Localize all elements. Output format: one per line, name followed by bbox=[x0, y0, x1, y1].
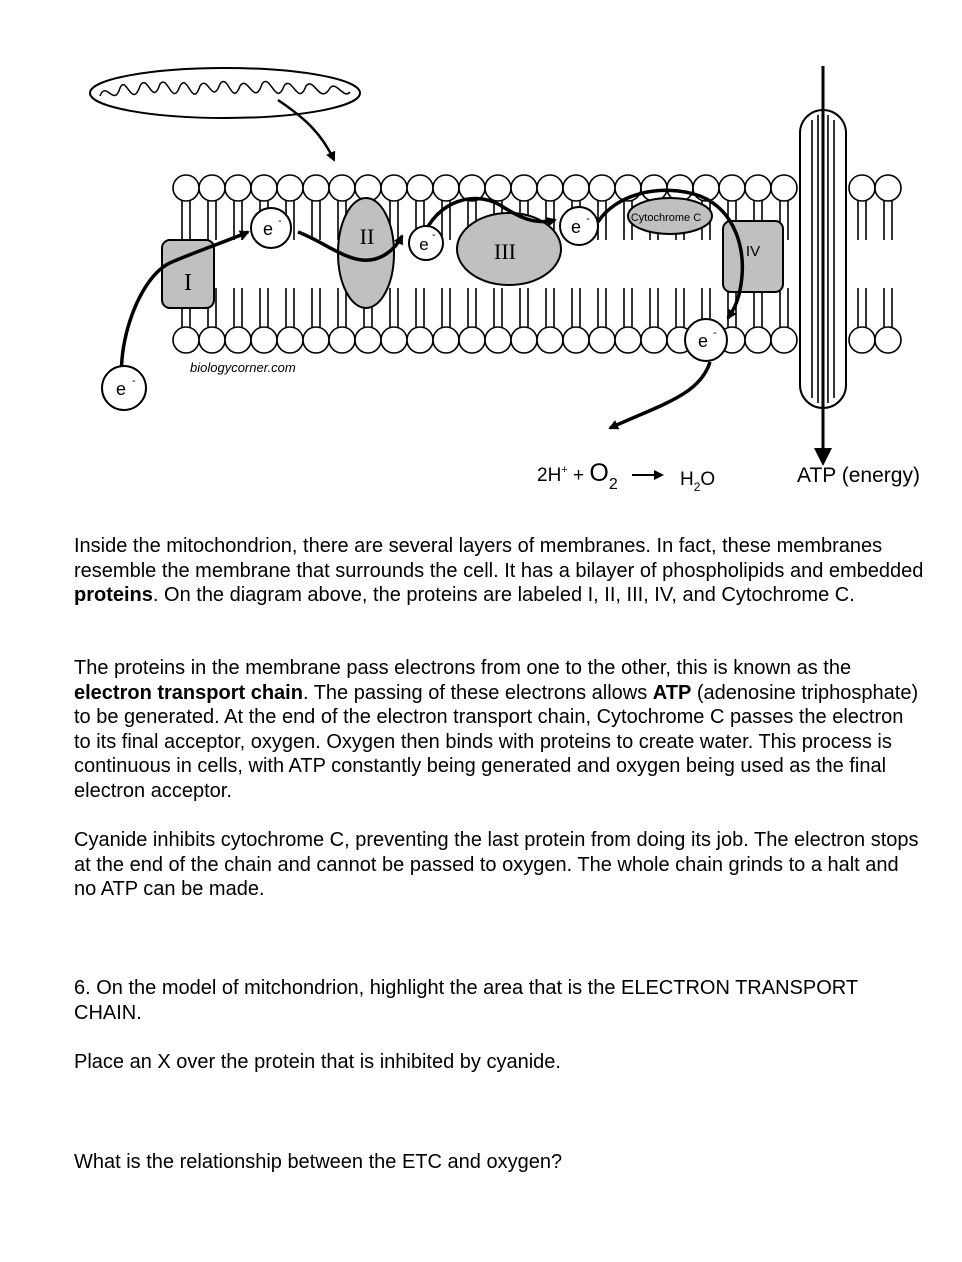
phospholipid-head bbox=[537, 327, 563, 353]
phospholipid-head bbox=[303, 175, 329, 201]
paragraph-etc: The proteins in the membrane pass electrons from one to the other, this is known as the electron transport chain. The passing of these electrons allows ATP (adenosine triphosphate) to be generated. At the end of the electron transport chain, Cytochrome C passes the electron to its final acceptor, oxygen. Oxygen then binds with proteins to create water. This process is continuous in cells, with ATP constantly being generated and oxygen being used as the final electron acceptor. bbox=[74, 657, 919, 802]
phospholipid-head bbox=[511, 175, 537, 201]
phospholipid-head bbox=[199, 327, 225, 353]
electron-icon bbox=[409, 226, 443, 260]
svg-text:-: - bbox=[432, 229, 436, 241]
svg-text:H2O: $H_2O$ bbox=[680, 469, 716, 494]
phospholipid-head bbox=[329, 327, 355, 353]
electron-icon bbox=[560, 207, 598, 245]
atp-label: ATP (energy) bbox=[797, 464, 920, 487]
phospholipid-head bbox=[329, 175, 355, 201]
phospholipid-head bbox=[277, 175, 303, 201]
phospholipid-head bbox=[381, 175, 407, 201]
phospholipid-head bbox=[251, 175, 277, 201]
phospholipid-head bbox=[277, 327, 303, 353]
phospholipid-head bbox=[433, 175, 459, 201]
phospholipid-head bbox=[225, 327, 251, 353]
phospholipid-head bbox=[355, 327, 381, 353]
phospholipid-head bbox=[719, 175, 745, 201]
svg-text:-: - bbox=[278, 215, 282, 227]
instruction-cyanide-x: Place an X over the protein that is inhibited by cyanide. bbox=[74, 1051, 561, 1073]
question-6: 6. On the model of mitchondrion, highlight the area that is the ELECTRON TRANSPORT CHAIN. bbox=[74, 977, 858, 1024]
electron-transport-chain-diagram bbox=[0, 0, 962, 520]
oxygen-water-equation bbox=[537, 459, 715, 494]
question-etc-oxygen: What is the relationship between the ETC and oxygen? bbox=[74, 1151, 563, 1173]
paragraph-membranes: Inside the mitochondrion, there are several layers of membranes. In fact, these membranes resemble the membrane that surrounds the cell. It has a bilayer of phospholipids and embedded proteins. On the diagram above, the proteins are labeled I, II, III, IV, and Cytochrome C. bbox=[74, 535, 924, 606]
phospholipid-head bbox=[641, 175, 667, 201]
phospholipid-head bbox=[511, 327, 537, 353]
phospholipid-head bbox=[849, 327, 875, 353]
phospholipid-head bbox=[771, 175, 797, 201]
svg-text:e: e bbox=[262, 219, 274, 239]
phospholipid-heads-bottom bbox=[173, 327, 901, 353]
svg-text:-: - bbox=[713, 327, 717, 339]
phospholipid-head bbox=[849, 175, 875, 201]
phospholipid-head bbox=[875, 327, 901, 353]
svg-text:III: III bbox=[494, 239, 516, 264]
electron-icon bbox=[251, 208, 291, 248]
svg-text:e: e bbox=[570, 217, 582, 237]
phospholipid-head bbox=[381, 327, 407, 353]
phospholipid-head bbox=[407, 327, 433, 353]
atp-synthase bbox=[800, 66, 846, 466]
protein-iv bbox=[723, 221, 783, 292]
electron-icon bbox=[102, 366, 146, 410]
svg-text:IV: IV bbox=[745, 243, 761, 260]
phospholipid-head bbox=[745, 175, 771, 201]
phospholipid-head bbox=[641, 327, 667, 353]
svg-text:e: e bbox=[115, 379, 127, 399]
svg-text:e: e bbox=[419, 235, 429, 254]
svg-text:Cytochrome C: Cytochrome C bbox=[630, 212, 702, 224]
phospholipid-head bbox=[537, 175, 563, 201]
phospholipid-head bbox=[563, 327, 589, 353]
phospholipid-head bbox=[173, 175, 199, 201]
phospholipid-head bbox=[589, 175, 615, 201]
phospholipid-head bbox=[589, 327, 615, 353]
phospholipid-head bbox=[485, 175, 511, 201]
svg-text:-: - bbox=[132, 375, 136, 387]
protein-cytochrome-c bbox=[628, 198, 712, 234]
phospholipid-head bbox=[771, 327, 797, 353]
phospholipid-head bbox=[485, 327, 511, 353]
phospholipid-head bbox=[355, 175, 381, 201]
phospholipid-head bbox=[199, 175, 225, 201]
mitochondrion-icon bbox=[90, 68, 360, 118]
svg-text:e: e bbox=[697, 331, 709, 351]
phospholipid-head bbox=[875, 175, 901, 201]
phospholipid-head bbox=[225, 175, 251, 201]
svg-text:I: I bbox=[184, 270, 192, 296]
phospholipid-head bbox=[563, 175, 589, 201]
svg-text:II: II bbox=[359, 224, 375, 249]
paragraph-cyanide: Cyanide inhibits cytochrome C, preventing the last protein from doing its job. The electron stops at the end of the chain and cannot be passed to oxygen. The whole chain grinds to a halt and no ATP can be made. bbox=[74, 829, 919, 900]
phospholipid-head bbox=[173, 327, 199, 353]
svg-text:2H+ + O2: $2H^+ + O_2$ bbox=[537, 459, 618, 493]
phospholipid-head bbox=[433, 327, 459, 353]
electron-path bbox=[610, 362, 710, 428]
phospholipid-head bbox=[303, 327, 329, 353]
protein-iii bbox=[457, 213, 561, 285]
phospholipid-head bbox=[745, 327, 771, 353]
svg-text:-: - bbox=[586, 213, 590, 225]
phospholipid-heads-top bbox=[173, 175, 901, 201]
credit-label: biologycorner.com bbox=[190, 360, 296, 375]
electron-icon bbox=[685, 319, 727, 361]
phospholipid-head bbox=[407, 175, 433, 201]
phospholipid-head bbox=[459, 327, 485, 353]
phospholipid-head bbox=[251, 327, 277, 353]
phospholipid-head bbox=[615, 327, 641, 353]
